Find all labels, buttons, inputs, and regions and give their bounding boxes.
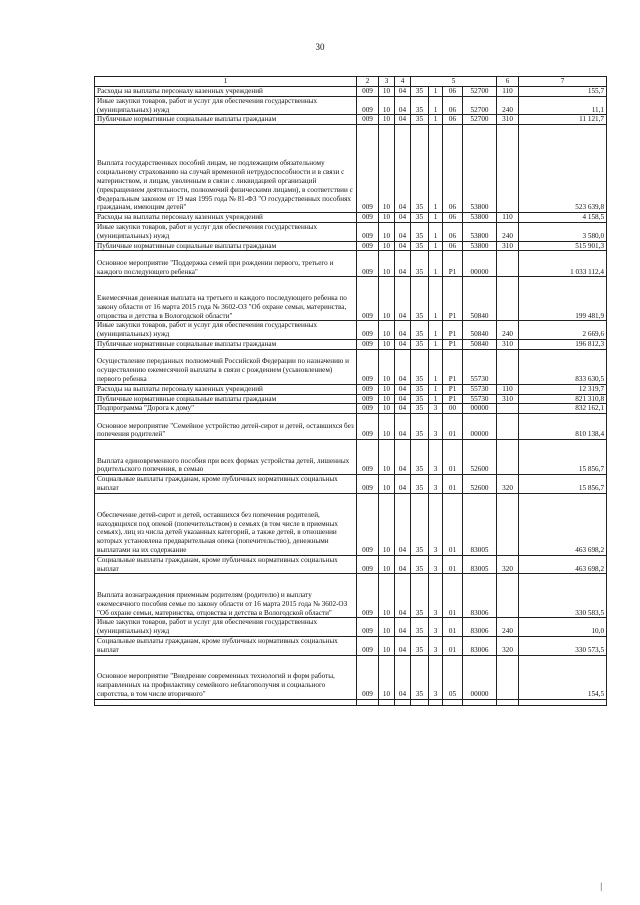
subprogram-code-cell: 3 [429,475,443,494]
ministry-code-cell: 009 [357,475,379,494]
amount-cell: 523 639,8 [519,125,607,213]
budget-table [94,76,607,706]
program-code-cell: 35 [411,555,429,574]
amount-cell: 155,7 [519,87,607,97]
ministry-code-cell: 009 [357,321,379,340]
activity-code-cell: Р1 [443,339,463,349]
program-code-cell: 35 [411,125,429,213]
activity-code-cell: Р1 [443,349,463,384]
row-name-cell: Ежемесячная денежная выплата на третьего и каждого последующего ребенка по закону области от 16 марта 2015 года № 3602-ОЗ "Об охране семьи, материнства, отцовства и детства в Вологодской области" [95,277,357,321]
activity-code-cell: 01 [443,636,463,655]
ministry-code-cell: 009 [357,414,379,440]
program-code-cell [411,699,429,705]
col-header-6: 6 [497,77,519,87]
subsection-code-cell: 04 [395,414,411,440]
ministry-code-cell: 009 [357,555,379,574]
row-name-cell: Публичные нормативные социальные выплаты гражданам [95,394,357,404]
subsection-code-cell: 04 [395,440,411,475]
direction-code-cell: 83006 [463,636,497,655]
activity-code-cell: Р1 [443,251,463,277]
subsection-code-cell: 04 [395,96,411,115]
amount-cell: 2 669,6 [519,321,607,340]
expense-type-cell: 240 [497,618,519,637]
amount-cell: 12 319,7 [519,384,607,394]
row-name-cell: Публичные нормативные социальные выплаты гражданам [95,241,357,251]
section-code-cell: 10 [379,655,395,699]
program-code-cell: 35 [411,96,429,115]
row-name-cell: Иные закупки товаров, работ и услуг для обеспечения государственных (муниципальных) нужд [95,96,357,115]
expense-type-cell: 310 [497,339,519,349]
table-row [95,125,607,213]
direction-code-cell: 52600 [463,475,497,494]
subprogram-code-cell: 1 [429,222,443,241]
amount-cell: 463 698,2 [519,555,607,574]
row-name-cell: Выплата единовременного пособия при всех формах устройства детей, лишенных родительского попечения, в семью [95,440,357,475]
row-name-cell: Иные закупки товаров, работ и услуг для обеспечения государственных (муниципальных) нужд [95,222,357,241]
table-row [95,636,607,655]
subsection-code-cell: 04 [395,493,411,555]
row-name-cell: Расходы на выплаты персоналу казенных учреждений [95,213,357,223]
direction-code-cell [463,699,497,705]
expense-type-cell: 320 [497,555,519,574]
subsection-code-cell: 04 [395,404,411,414]
direction-code-cell: 52700 [463,87,497,97]
direction-code-cell: 00000 [463,655,497,699]
col-header-2: 2 [357,77,379,87]
row-name-cell: Основное мероприятие "Внедрение современных технологий и форм работы, направленных на профилактику семейного неблагополучия и социального сиротства, в том числе вторичного" [95,655,357,699]
ministry-code-cell [357,699,379,705]
subprogram-code-cell: 1 [429,251,443,277]
activity-code-cell: 06 [443,87,463,97]
expense-type-cell: 240 [497,222,519,241]
row-name-cell: Основное мероприятие "Семейное устройство детей-сирот и детей, оставшихся без попечения родителей" [95,414,357,440]
amount-cell: 515 901,3 [519,241,607,251]
subprogram-code-cell: 3 [429,636,443,655]
section-code-cell: 10 [379,618,395,637]
subsection-code-cell: 04 [395,251,411,277]
table-row [95,574,607,618]
col-header-1: 1 [95,77,357,87]
amount-cell: 11 121,7 [519,115,607,125]
subprogram-code-cell: 1 [429,213,443,223]
expense-type-cell [497,414,519,440]
table-row [95,493,607,555]
subsection-code-cell: 04 [395,87,411,97]
row-name-cell: Выплата вознаграждения приемным родителям (родителю) и выплату ежемесячного пособия семье по закону области от 16 марта 2015 года № 3602-ОЗ "Об охране семьи, материнства, отцовства и детства в Вологодской области" [95,574,357,618]
subprogram-code-cell: 1 [429,349,443,384]
direction-code-cell: 55730 [463,349,497,384]
subsection-code-cell: 04 [395,655,411,699]
program-code-cell: 35 [411,404,429,414]
section-code-cell: 10 [379,222,395,241]
ministry-code-cell: 009 [357,655,379,699]
section-code-cell: 10 [379,636,395,655]
direction-code-cell: 83005 [463,493,497,555]
table-row [95,394,607,404]
table-row [95,414,607,440]
subsection-code-cell: 04 [395,115,411,125]
table-row [95,339,607,349]
section-code-cell: 10 [379,475,395,494]
section-code-cell [379,699,395,705]
section-code-cell: 10 [379,414,395,440]
ministry-code-cell: 009 [357,222,379,241]
program-code-cell: 35 [411,394,429,404]
expense-type-cell: 240 [497,96,519,115]
row-name-cell: Расходы на выплаты персоналу казенных учреждений [95,384,357,394]
program-code-cell: 35 [411,475,429,494]
direction-code-cell: 00000 [463,414,497,440]
row-name-cell: Социальные выплаты гражданам, кроме публичных нормативных социальных выплат [95,555,357,574]
expense-type-cell [497,574,519,618]
direction-code-cell: 52700 [463,96,497,115]
subprogram-code-cell: 3 [429,404,443,414]
expense-type-cell: 320 [497,475,519,494]
subprogram-code-cell: 1 [429,394,443,404]
amount-cell: 833 630,5 [519,349,607,384]
row-name-cell: Иные закупки товаров, работ и услуг для обеспечения государственных (муниципальных) нужд [95,321,357,340]
header-row [95,77,607,87]
subsection-code-cell: 04 [395,555,411,574]
table-row [95,222,607,241]
table-row [95,87,607,97]
expense-type-cell: 310 [497,115,519,125]
table-row [95,555,607,574]
expense-type-cell [497,404,519,414]
expense-type-cell: 110 [497,87,519,97]
subsection-code-cell: 04 [395,384,411,394]
amount-cell: 199 481,9 [519,277,607,321]
amount-cell: 1 033 112,4 [519,251,607,277]
section-code-cell: 10 [379,349,395,384]
expense-type-cell: 240 [497,321,519,340]
direction-code-cell: 52600 [463,440,497,475]
table-row [95,618,607,637]
activity-code-cell: 06 [443,213,463,223]
subsection-code-cell: 04 [395,349,411,384]
section-code-cell: 10 [379,440,395,475]
subprogram-code-cell: 1 [429,125,443,213]
ministry-code-cell: 009 [357,213,379,223]
subsection-code-cell: 04 [395,321,411,340]
expense-type-cell: 310 [497,241,519,251]
table-row [95,475,607,494]
table-row [95,349,607,384]
section-code-cell: 10 [379,384,395,394]
amount-cell: 15 856,7 [519,440,607,475]
ministry-code-cell: 009 [357,493,379,555]
table-row [95,699,607,705]
amount-cell: 3 580,0 [519,222,607,241]
amount-cell: 11,1 [519,96,607,115]
row-name-cell: Осуществление переданных полномочий Российской Федерации по назначению и осуществлению ежемесячной выплаты в связи с рождением (усыновлением) первого ребенка [95,349,357,384]
subprogram-code-cell: 3 [429,618,443,637]
table-row [95,321,607,340]
col-header-7: 7 [519,77,607,87]
subprogram-code-cell: 1 [429,115,443,125]
activity-code-cell: Р1 [443,277,463,321]
direction-code-cell: 50840 [463,339,497,349]
section-code-cell: 10 [379,339,395,349]
row-name-cell [95,699,357,705]
program-code-cell: 35 [411,574,429,618]
subsection-code-cell: 04 [395,574,411,618]
ministry-code-cell: 009 [357,574,379,618]
section-code-cell: 10 [379,213,395,223]
direction-code-cell: 83006 [463,618,497,637]
section-code-cell: 10 [379,115,395,125]
subprogram-code-cell: 3 [429,493,443,555]
subprogram-code-cell: 1 [429,96,443,115]
table-row [95,213,607,223]
subprogram-code-cell: 3 [429,574,443,618]
subsection-code-cell: 04 [395,618,411,637]
subprogram-code-cell: 1 [429,241,443,251]
row-name-cell: Обеспечение детей-сирот и детей, оставшихся без попечения родителей, находящихся под опекой (попечительством) в семьях (в том числе в приемных семьях), лиц из числа детей указанных категорий, а также детей, в отношении которых установлена предварительная опека (попечительство), денежными выплатами на их содержание [95,493,357,555]
row-name-cell: Иные закупки товаров, работ и услуг для обеспечения государственных (муниципальных) нужд [95,618,357,637]
ministry-code-cell: 009 [357,87,379,97]
direction-code-cell: 53800 [463,213,497,223]
section-code-cell: 10 [379,493,395,555]
col-header-4: 4 [395,77,411,87]
ministry-code-cell: 009 [357,277,379,321]
section-code-cell: 10 [379,241,395,251]
col-header-5: 5 [411,77,497,87]
program-code-cell: 35 [411,414,429,440]
section-code-cell: 10 [379,251,395,277]
direction-code-cell: 53800 [463,222,497,241]
table-row [95,440,607,475]
ministry-code-cell: 009 [357,636,379,655]
subsection-code-cell: 04 [395,241,411,251]
direction-code-cell: 00000 [463,251,497,277]
subsection-code-cell: 04 [395,213,411,223]
expense-type-cell [497,277,519,321]
direction-code-cell: 50840 [463,321,497,340]
activity-code-cell: 06 [443,125,463,213]
amount-cell: 10,0 [519,618,607,637]
program-code-cell: 35 [411,339,429,349]
subprogram-code-cell: 1 [429,384,443,394]
amount-cell: 330 583,5 [519,574,607,618]
expense-type-cell: 110 [497,384,519,394]
ministry-code-cell: 009 [357,440,379,475]
activity-code-cell: 06 [443,96,463,115]
section-code-cell: 10 [379,277,395,321]
subsection-code-cell: 04 [395,222,411,241]
row-name-cell: Публичные нормативные социальные выплаты гражданам [95,115,357,125]
expense-type-cell: 320 [497,636,519,655]
program-code-cell: 35 [411,493,429,555]
section-code-cell: 10 [379,125,395,213]
amount-cell: 15 856,7 [519,475,607,494]
activity-code-cell: 01 [443,555,463,574]
expense-type-cell [497,699,519,705]
program-code-cell: 35 [411,115,429,125]
ministry-code-cell: 009 [357,384,379,394]
page-number: 30 [315,42,325,52]
amount-cell: 821 310,8 [519,394,607,404]
subsection-code-cell: 04 [395,475,411,494]
corner-mark: | [600,881,602,891]
subsection-code-cell: 04 [395,394,411,404]
direction-code-cell: 55730 [463,384,497,394]
expense-type-cell: 110 [497,213,519,223]
table-row [95,404,607,414]
subprogram-code-cell [429,699,443,705]
activity-code-cell: 01 [443,414,463,440]
program-code-cell: 35 [411,384,429,394]
direction-code-cell: 52700 [463,115,497,125]
ministry-code-cell: 009 [357,404,379,414]
amount-cell: 832 162,1 [519,404,607,414]
amount-cell: 810 138,4 [519,414,607,440]
activity-code-cell: 01 [443,475,463,494]
row-name-cell: Социальные выплаты гражданам, кроме публичных нормативных социальных выплат [95,636,357,655]
subprogram-code-cell: 3 [429,414,443,440]
activity-code-cell: 01 [443,618,463,637]
program-code-cell: 35 [411,213,429,223]
expense-type-cell [497,493,519,555]
subprogram-code-cell: 1 [429,339,443,349]
ministry-code-cell: 009 [357,251,379,277]
amount-cell [519,699,607,705]
expense-type-cell [497,655,519,699]
amount-cell: 4 158,5 [519,213,607,223]
program-code-cell: 35 [411,655,429,699]
subsection-code-cell: 04 [395,125,411,213]
activity-code-cell: 06 [443,222,463,241]
direction-code-cell: 55730 [463,394,497,404]
row-name-cell: Социальные выплаты гражданам, кроме публичных нормативных социальных выплат [95,475,357,494]
row-name-cell: Основное мероприятие "Поддержка семей при рождении первого, третьего и каждого последующего ребенка" [95,251,357,277]
subsection-code-cell [395,699,411,705]
ministry-code-cell: 009 [357,339,379,349]
direction-code-cell: 83006 [463,574,497,618]
amount-cell: 196 812,3 [519,339,607,349]
activity-code-cell: 01 [443,574,463,618]
row-name-cell: Публичные нормативные социальные выплаты гражданам [95,339,357,349]
row-name-cell: Подпрограмма "Дорога к дому" [95,404,357,414]
subprogram-code-cell: 3 [429,655,443,699]
ministry-code-cell: 009 [357,241,379,251]
direction-code-cell: 53800 [463,125,497,213]
subprogram-code-cell: 1 [429,321,443,340]
program-code-cell: 35 [411,251,429,277]
amount-cell: 330 573,5 [519,636,607,655]
table-row [95,277,607,321]
expense-type-cell [497,251,519,277]
section-code-cell: 10 [379,394,395,404]
table-row [95,655,607,699]
subsection-code-cell: 04 [395,277,411,321]
section-code-cell: 10 [379,87,395,97]
section-code-cell: 10 [379,404,395,414]
row-name-cell: Расходы на выплаты персоналу казенных учреждений [95,87,357,97]
activity-code-cell: Р1 [443,321,463,340]
program-code-cell: 35 [411,618,429,637]
program-code-cell: 35 [411,241,429,251]
activity-code-cell: 01 [443,440,463,475]
program-code-cell: 35 [411,440,429,475]
col-header-3: 3 [379,77,395,87]
subprogram-code-cell: 1 [429,277,443,321]
amount-cell: 463 698,2 [519,493,607,555]
program-code-cell: 35 [411,349,429,384]
direction-code-cell: 50840 [463,277,497,321]
program-code-cell: 35 [411,222,429,241]
section-code-cell: 10 [379,555,395,574]
subprogram-code-cell: 3 [429,440,443,475]
activity-code-cell: 06 [443,241,463,251]
expense-type-cell [497,440,519,475]
activity-code-cell: 05 [443,655,463,699]
activity-code-cell: Р1 [443,384,463,394]
ministry-code-cell: 009 [357,618,379,637]
direction-code-cell: 83005 [463,555,497,574]
table-row [95,96,607,115]
ministry-code-cell: 009 [357,96,379,115]
ministry-code-cell: 009 [357,394,379,404]
table-row [95,384,607,394]
subsection-code-cell: 04 [395,339,411,349]
subsection-code-cell: 04 [395,636,411,655]
direction-code-cell: 53800 [463,241,497,251]
section-code-cell: 10 [379,96,395,115]
section-code-cell: 10 [379,321,395,340]
expense-type-cell [497,349,519,384]
section-code-cell: 10 [379,574,395,618]
amount-cell: 154,5 [519,655,607,699]
activity-code-cell: 01 [443,493,463,555]
program-code-cell: 35 [411,321,429,340]
activity-code-cell: 06 [443,115,463,125]
ministry-code-cell: 009 [357,125,379,213]
activity-code-cell: 00 [443,404,463,414]
direction-code-cell: 00000 [463,404,497,414]
ministry-code-cell: 009 [357,115,379,125]
expense-type-cell [497,125,519,213]
activity-code-cell [443,699,463,705]
table-row [95,251,607,277]
table-row [95,241,607,251]
expense-type-cell: 310 [497,394,519,404]
program-code-cell: 35 [411,277,429,321]
subprogram-code-cell: 1 [429,87,443,97]
program-code-cell: 35 [411,87,429,97]
subprogram-code-cell: 3 [429,555,443,574]
row-name-cell: Выплата государственных пособий лицам, не подлежащим обязательному социальному страхованию на случай временной нетрудоспособности и в связи с материнством, и лицам, уволенным в связи с ликвидацией организаций (прекращением деятельности, полномочий физическими лицами), в соответствии с Федеральным законом от 19 мая 1995 года № 81-ФЗ "О государственных пособиях гражданам, имеющим детей" [95,125,357,213]
ministry-code-cell: 009 [357,349,379,384]
program-code-cell: 35 [411,636,429,655]
activity-code-cell: Р1 [443,394,463,404]
table-row [95,115,607,125]
